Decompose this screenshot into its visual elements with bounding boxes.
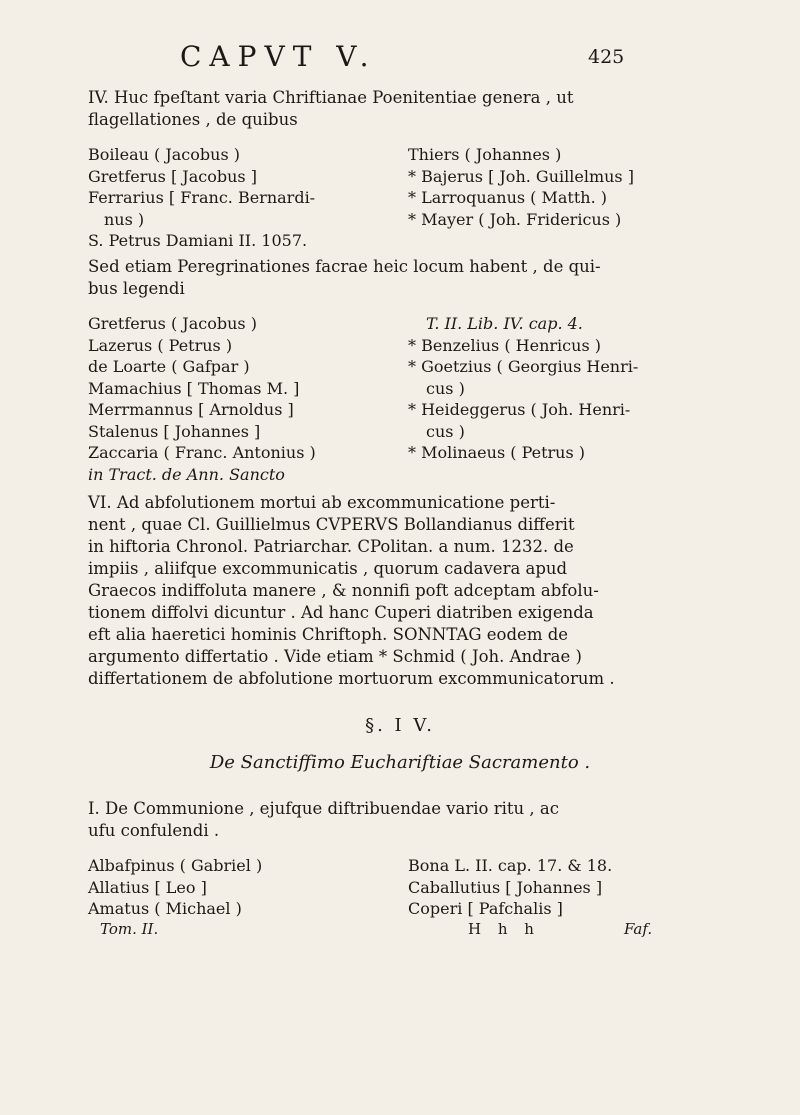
list-flagellationes-right [408, 144, 634, 230]
list-item: Zaccaria ( Franc. Antonius ) [88, 443, 316, 462]
list-item: Allatius [ Leo ] [88, 877, 207, 897]
list-item: * Benzelius ( Henricus ) [408, 335, 601, 355]
list-item: * Larroquanus ( Matth. ) [408, 188, 607, 207]
list-item: Amatus ( Michael ) [88, 899, 242, 918]
list-item: Gretferus ( Jacobus ) [88, 314, 257, 333]
text-line: tionem diffolvi dicuntur . Ad hanc Cuperi diatriben exigenda [88, 603, 594, 622]
paragraph-sed [88, 256, 601, 300]
list-item: in Tract. de Ann. Sancto [88, 464, 285, 484]
list-item: Merrmannus [ Arnoldus ] [88, 400, 294, 419]
catchword: Faf. [624, 920, 653, 938]
list-item: cus ) [426, 421, 465, 441]
text-line: Graecos indiffoluta manere , & nonnifi poft adceptam abfolu- [88, 581, 599, 600]
section-title: De Sanctiffimo Euchariftiae Sacramento . [209, 752, 591, 773]
list-item: * Molinaeus ( Petrus ) [408, 443, 586, 462]
list-item: cus ) [426, 378, 465, 398]
running-header [0, 40, 800, 80]
list-communione-left [88, 855, 262, 920]
list-item: T. II. Lib. IV. cap. 4. [426, 314, 583, 333]
list-item: S. Petrus Damiani II. 1057. [88, 231, 308, 250]
list-item: * Mayer ( Joh. Fridericus ) [408, 209, 622, 229]
text-line: Sed etiam Peregrinationes facrae heic locum habent , de qui- [88, 257, 601, 276]
list-item: Lazerus ( Petrus ) [88, 335, 233, 355]
list-peregrinationes-right [408, 313, 638, 464]
list-communione-right [408, 855, 612, 920]
paragraph-i [88, 798, 559, 842]
text-line: nent , quae Cl. Guillielmus CVPERVS Bollandianus differit [88, 515, 575, 534]
list-item: nus ) [104, 209, 145, 229]
text-line: VI. Ad abfolutionem mortui ab excommunicatione perti- [88, 493, 556, 512]
volume-mark: Tom. II. [100, 920, 159, 938]
list-item: * Heideggerus ( Joh. Henri- [408, 400, 631, 419]
list-item: Stalenus [ Johannes ] [88, 421, 261, 441]
text-line: impiis , aliifque excommunicatis , quorum cadavera apud [88, 559, 568, 578]
list-item: Coperi [ Pafchalis ] [408, 899, 563, 918]
text-line: bus legendi [88, 279, 185, 298]
list-item: Mamachius [ Thomas M. ] [88, 378, 300, 398]
section-number: §. I V. [365, 715, 435, 736]
text-line: in hiftoria Chronol. Patriarchar. CPolitan. a num. 1232. de [88, 537, 574, 556]
list-item: Thiers ( Johannes ) [408, 145, 562, 164]
text-line: eft alia haeretici hominis Chriftoph. SONNTAG eodem de [88, 625, 569, 644]
text-line: IV. Huc fpeſtant varia Chriftianae Poenitentiae genera , ut [88, 88, 574, 107]
list-item: Boileau ( Jacobus ) [88, 145, 240, 164]
list-item: Bona L. II. cap. 17. & 18. [408, 856, 613, 875]
signature-mark: H h h [468, 920, 540, 938]
text-line: ufu confulendi . [88, 821, 220, 840]
paragraph-iv [88, 87, 573, 131]
paragraph-vi [88, 492, 615, 690]
list-item: * Goetzius ( Georgius Henri- [408, 357, 639, 376]
list-item: Ferrarius [ Franc. Bernardi- [88, 188, 316, 207]
text-line: argumento differtatio . Vide etiam * Schmid ( Joh. Andrae ) [88, 647, 582, 666]
list-item: Gretferus [ Jacobus ] [88, 166, 257, 186]
chapter-title: CAPVT V. [180, 40, 377, 73]
list-flagellationes-left [88, 144, 315, 252]
text-line: flagellationes , de quibus [88, 110, 298, 129]
text-line: differtationem de abfolutione mortuorum excommunicatorum . [88, 669, 615, 688]
page-number: 425 [588, 46, 625, 68]
text-line: I. De Communione , ejufque diftribuendae vario ritu , ac [88, 799, 559, 818]
list-item: * Bajerus [ Joh. Guillelmus ] [408, 166, 634, 186]
list-item: Albafpinus ( Gabriel ) [88, 856, 263, 875]
list-peregrinationes-left [88, 313, 316, 485]
list-item: de Loarte ( Gafpar ) [88, 357, 250, 376]
list-item: Caballutius [ Johannes ] [408, 877, 603, 897]
